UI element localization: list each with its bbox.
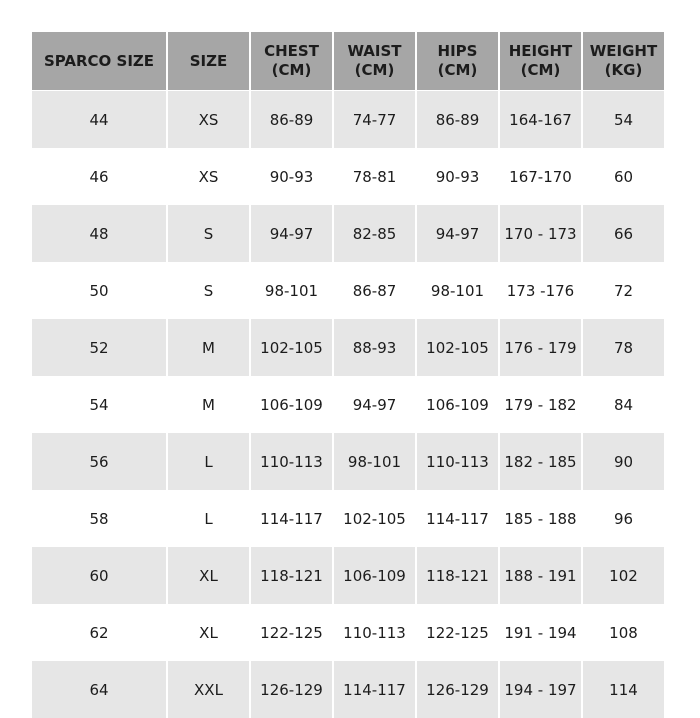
cell-hips: 106-109 xyxy=(417,376,498,433)
cell-height: 170 - 173 xyxy=(500,205,581,262)
cell-sparco-size: 58 xyxy=(32,490,166,547)
header-hips xyxy=(417,32,498,91)
table-row xyxy=(32,490,664,547)
cell-waist: 74-77 xyxy=(334,91,415,148)
cell-sparco-size: 52 xyxy=(32,319,166,376)
cell-hips: 86-89 xyxy=(417,91,498,148)
table-body xyxy=(32,91,664,718)
cell-waist: 110-113 xyxy=(334,604,415,661)
cell-weight: 84 xyxy=(583,376,664,433)
header-label: HEIGHT xyxy=(508,42,573,60)
cell-sparco-size: 56 xyxy=(32,433,166,490)
cell-weight: 114 xyxy=(583,661,664,718)
cell-chest: 102-105 xyxy=(251,319,332,376)
cell-chest: 106-109 xyxy=(251,376,332,433)
cell-weight: 60 xyxy=(583,148,664,205)
header-unit: (CM) xyxy=(354,61,395,79)
cell-weight: 78 xyxy=(583,319,664,376)
cell-waist: 98-101 xyxy=(334,433,415,490)
table-row xyxy=(32,148,664,205)
cell-weight: 72 xyxy=(583,262,664,319)
header-row xyxy=(32,32,664,91)
cell-chest: 98-101 xyxy=(251,262,332,319)
cell-hips: 94-97 xyxy=(417,205,498,262)
table-row xyxy=(32,262,664,319)
table-row xyxy=(32,91,664,148)
cell-height: 185 - 188 xyxy=(500,490,581,547)
table-row xyxy=(32,376,664,433)
header-unit: (KG) xyxy=(604,61,643,79)
cell-waist: 86-87 xyxy=(334,262,415,319)
cell-chest: 118-121 xyxy=(251,547,332,604)
cell-chest: 94-97 xyxy=(251,205,332,262)
header-size xyxy=(168,32,249,91)
cell-height: 176 - 179 xyxy=(500,319,581,376)
header-unit: (CM) xyxy=(271,61,312,79)
table-row xyxy=(32,661,664,718)
cell-height: 173 -176 xyxy=(500,262,581,319)
header-weight xyxy=(583,32,664,91)
cell-weight: 66 xyxy=(583,205,664,262)
cell-waist: 88-93 xyxy=(334,319,415,376)
cell-sparco-size: 44 xyxy=(32,91,166,148)
cell-size: XXL xyxy=(168,661,249,718)
header-label: HIPS xyxy=(437,42,478,60)
header-label: WEIGHT xyxy=(589,42,658,60)
cell-hips: 90-93 xyxy=(417,148,498,205)
header-chest xyxy=(251,32,332,91)
cell-height: 188 - 191 xyxy=(500,547,581,604)
table-row xyxy=(32,433,664,490)
cell-chest: 114-117 xyxy=(251,490,332,547)
cell-chest: 86-89 xyxy=(251,91,332,148)
cell-waist: 114-117 xyxy=(334,661,415,718)
cell-size: XS xyxy=(168,148,249,205)
cell-weight: 108 xyxy=(583,604,664,661)
header-label: CHEST xyxy=(264,42,319,60)
header-unit: (CM) xyxy=(520,61,561,79)
cell-height: 182 - 185 xyxy=(500,433,581,490)
cell-height: 194 - 197 xyxy=(500,661,581,718)
header-waist xyxy=(334,32,415,91)
cell-weight: 90 xyxy=(583,433,664,490)
table-row xyxy=(32,547,664,604)
table-row xyxy=(32,604,664,661)
table-row xyxy=(32,319,664,376)
cell-waist: 94-97 xyxy=(334,376,415,433)
cell-size: M xyxy=(168,376,249,433)
cell-sparco-size: 62 xyxy=(32,604,166,661)
cell-weight: 54 xyxy=(583,91,664,148)
cell-sparco-size: 50 xyxy=(32,262,166,319)
cell-size: S xyxy=(168,205,249,262)
cell-size: L xyxy=(168,433,249,490)
cell-size: XL xyxy=(168,547,249,604)
header-label: WAIST xyxy=(347,42,402,60)
cell-waist: 102-105 xyxy=(334,490,415,547)
cell-size: XL xyxy=(168,604,249,661)
cell-hips: 114-117 xyxy=(417,490,498,547)
cell-sparco-size: 60 xyxy=(32,547,166,604)
header-label: SPARCO SIZE xyxy=(43,51,155,70)
cell-hips: 98-101 xyxy=(417,262,498,319)
size-chart-table xyxy=(30,32,666,718)
cell-size: L xyxy=(168,490,249,547)
cell-chest: 90-93 xyxy=(251,148,332,205)
cell-sparco-size: 46 xyxy=(32,148,166,205)
cell-hips: 102-105 xyxy=(417,319,498,376)
cell-size: M xyxy=(168,319,249,376)
cell-hips: 110-113 xyxy=(417,433,498,490)
cell-waist: 106-109 xyxy=(334,547,415,604)
cell-sparco-size: 64 xyxy=(32,661,166,718)
table-row xyxy=(32,205,664,262)
table-header xyxy=(32,32,664,91)
cell-weight: 102 xyxy=(583,547,664,604)
cell-size: XS xyxy=(168,91,249,148)
cell-sparco-size: 48 xyxy=(32,205,166,262)
cell-height: 167-170 xyxy=(500,148,581,205)
cell-size: S xyxy=(168,262,249,319)
header-unit: (CM) xyxy=(437,61,478,79)
cell-sparco-size: 54 xyxy=(32,376,166,433)
header-height xyxy=(500,32,581,91)
cell-height: 164-167 xyxy=(500,91,581,148)
cell-chest: 122-125 xyxy=(251,604,332,661)
cell-waist: 82-85 xyxy=(334,205,415,262)
cell-chest: 110-113 xyxy=(251,433,332,490)
header-label: SIZE xyxy=(189,51,228,70)
cell-waist: 78-81 xyxy=(334,148,415,205)
cell-hips: 122-125 xyxy=(417,604,498,661)
cell-height: 191 - 194 xyxy=(500,604,581,661)
cell-weight: 96 xyxy=(583,490,664,547)
cell-hips: 126-129 xyxy=(417,661,498,718)
cell-height: 179 - 182 xyxy=(500,376,581,433)
cell-hips: 118-121 xyxy=(417,547,498,604)
cell-chest: 126-129 xyxy=(251,661,332,718)
header-sparco-size xyxy=(32,32,166,91)
